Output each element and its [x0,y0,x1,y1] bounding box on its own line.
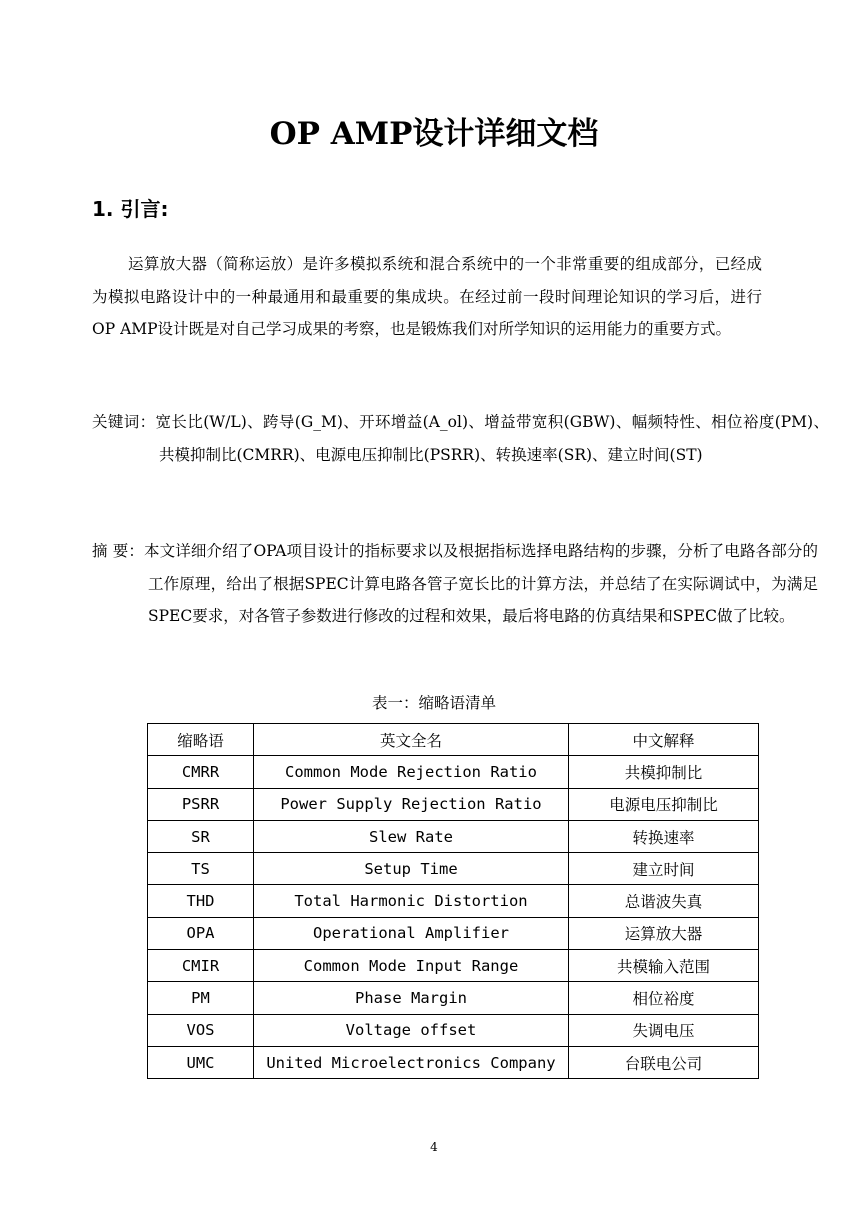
page-number: 4 [430,1140,438,1154]
cell-english-name: Setup Time [254,853,569,885]
cell-english-name: Power Supply Rejection Ratio [254,788,569,820]
cell-chinese-meaning: 电源电压抑制比 [569,788,759,820]
header-abbreviation: 缩略语 [148,724,254,756]
table-row [148,982,759,1014]
cell-chinese-meaning: 台联电公司 [569,1046,759,1078]
table-header-row [148,724,759,756]
table-caption: 表一：缩略语清单 [371,694,496,712]
cell-abbreviation: PSRR [148,788,254,820]
table-row [148,788,759,820]
table-row [148,885,759,917]
cell-chinese-meaning: 共模输入范围 [569,950,759,982]
cell-abbreviation: VOS [148,1014,254,1046]
cell-chinese-meaning: 失调电压 [569,1014,759,1046]
cell-english-name: Common Mode Rejection Ratio [254,756,569,788]
table-row [148,1046,759,1078]
table-row [148,853,759,885]
abstract-text: 本文详细介绍了OPA项目设计的指标要求以及根据指标选择电路结构的步骤，分析了电路各部分的工作原理，给出了根据SPEC计算电路各管子宽长比的计算方法，并总结了在实际调试中，为满足SPEC要求，对各管子参数进行修改的过程和效果，最后将电路的仿真结果和SPEC做了比较。 [143,542,818,626]
cell-chinese-meaning: 共模抑制比 [569,756,759,788]
abstract-block [92,535,818,633]
cell-english-name: Phase Margin [254,982,569,1014]
cell-abbreviation: UMC [148,1046,254,1078]
cell-english-name: Voltage offset [254,1014,569,1046]
section-heading: 1. 引言: [92,197,169,221]
cell-english-name: Slew Rate [254,820,569,852]
cell-english-name: Operational Amplifier [254,917,569,949]
cell-abbreviation: TS [148,853,254,885]
intro-text: 运算放大器（简称运放）是许多模拟系统和混合系统中的一个非常重要的组成部分，已经成为模拟电路设计中的一种最通用和最重要的集成块。在经过前一段时间理论知识的学习后，进行OP AMP设计既是对自己学习成果的考察，也是锻炼我们对所学知识的运用能力的重要方式。 [92,255,762,339]
cell-chinese-meaning: 总谐波失真 [569,885,759,917]
intro-paragraph [92,248,762,346]
cell-chinese-meaning: 运算放大器 [569,917,759,949]
keywords-block [92,406,829,471]
cell-abbreviation: THD [148,885,254,917]
header-english-name: 英文全名 [254,724,569,756]
cell-abbreviation: OPA [148,917,254,949]
table-row [148,917,759,949]
table-row [148,950,759,982]
cell-abbreviation: PM [148,982,254,1014]
cell-abbreviation: CMIR [148,950,254,982]
cell-chinese-meaning: 相位裕度 [569,982,759,1014]
cell-chinese-meaning: 转换速率 [569,820,759,852]
document-title: OP AMP设计详细文档 [269,116,599,152]
keywords-text: 宽长比(W/L)、跨导(G_M)、开环增益(A_ol)、增益带宽积(GBW)、幅频特性、相位裕度(PM)、共模抑制比(CMRR)、电源电压抑制比(PSRR)、转换速率(SR)、建立时间(ST) [155,413,829,464]
header-chinese-meaning: 中文解释 [569,724,759,756]
cell-abbreviation: CMRR [148,756,254,788]
table-row [148,1014,759,1046]
cell-english-name: Common Mode Input Range [254,950,569,982]
table-row [148,820,759,852]
table-row [148,756,759,788]
cell-chinese-meaning: 建立时间 [569,853,759,885]
abbreviation-table [147,723,759,1079]
cell-english-name: Total Harmonic Distortion [254,885,569,917]
abstract-label: 摘 要： [92,542,144,560]
cell-english-name: United Microelectronics Company [254,1046,569,1078]
keywords-label: 关键词： [92,413,156,431]
cell-abbreviation: SR [148,820,254,852]
